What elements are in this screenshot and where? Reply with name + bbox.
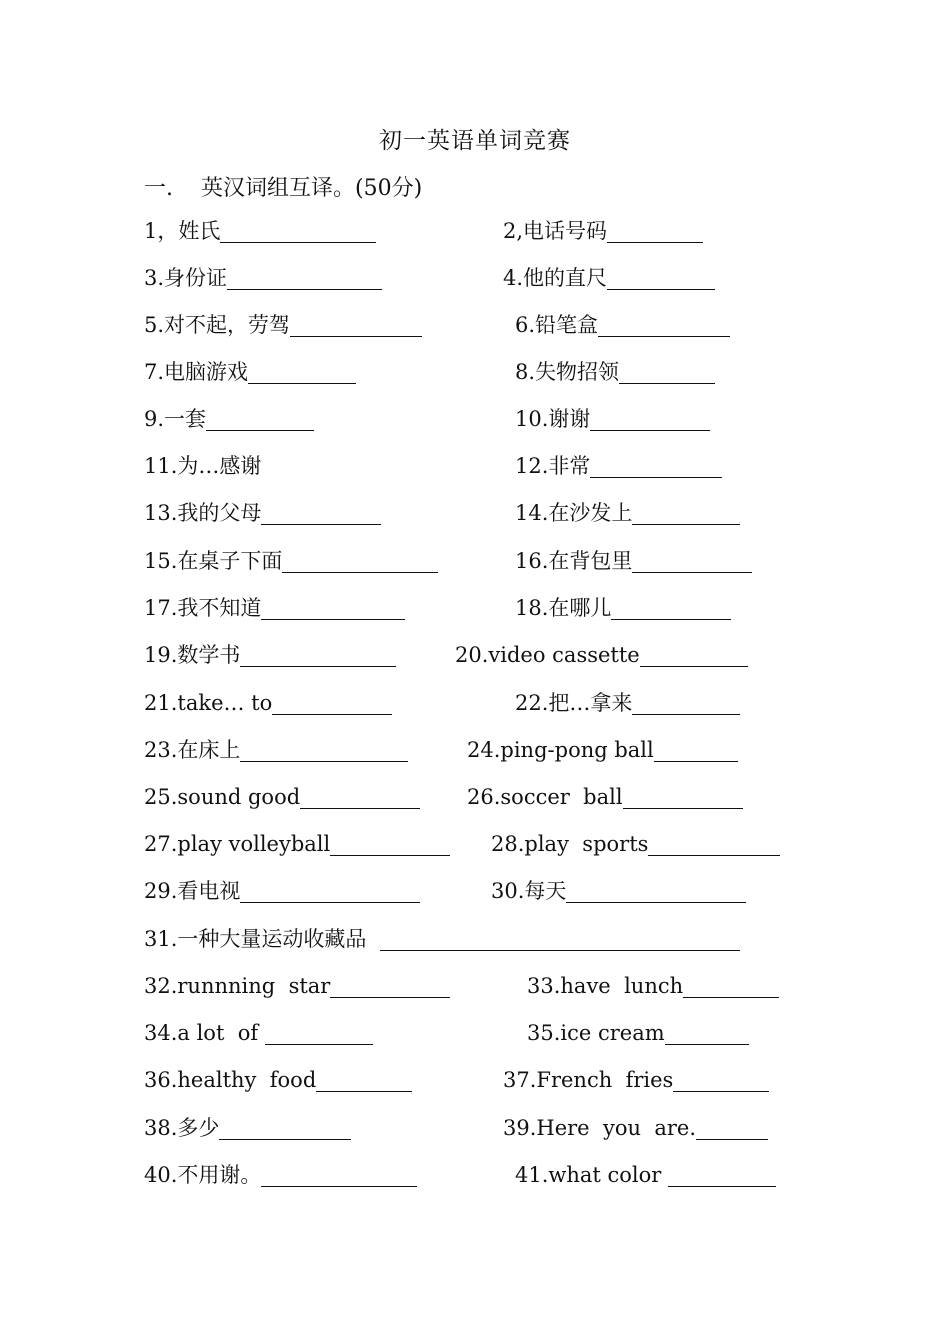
answer-blank[interactable] bbox=[590, 455, 722, 478]
section-heading bbox=[144, 171, 422, 202]
list-item: 20.video cassette bbox=[455, 640, 748, 670]
list-item: 29.看电视 bbox=[144, 876, 420, 906]
answer-blank[interactable] bbox=[240, 880, 420, 903]
list-item: 10.谢谢 bbox=[515, 404, 710, 434]
page-title: 初一英语单词竞赛 bbox=[379, 128, 571, 154]
list-item: 40.不用谢。 bbox=[144, 1160, 417, 1190]
answer-blank[interactable] bbox=[632, 502, 740, 525]
list-item: 5.对不起，劳驾 bbox=[144, 310, 422, 340]
answer-blank[interactable] bbox=[330, 975, 450, 998]
answer-blank[interactable] bbox=[227, 267, 382, 290]
answer-blank[interactable] bbox=[566, 880, 746, 903]
list-item: 35.ice cream bbox=[527, 1018, 749, 1048]
list-item: 7.电脑游戏 bbox=[144, 357, 356, 387]
list-item: 23.在床上 bbox=[144, 735, 408, 765]
list-item: 27.play volleyball bbox=[144, 829, 450, 859]
list-item: 17.我不知道 bbox=[144, 593, 405, 623]
answer-blank[interactable] bbox=[640, 644, 748, 667]
list-item: 13.我的父母 bbox=[144, 498, 381, 528]
answer-blank[interactable] bbox=[240, 644, 396, 667]
answer-blank[interactable] bbox=[248, 361, 356, 384]
list-item: 39.Here you are. bbox=[503, 1113, 768, 1143]
list-item: 2,电话号码 bbox=[503, 216, 703, 246]
answer-blank[interactable] bbox=[380, 928, 740, 951]
answer-blank[interactable] bbox=[261, 502, 381, 525]
list-item: 38.多少 bbox=[144, 1113, 351, 1143]
answer-blank[interactable] bbox=[696, 1117, 768, 1140]
answer-blank[interactable] bbox=[632, 692, 740, 715]
answer-blank[interactable] bbox=[607, 220, 703, 243]
answer-blank[interactable] bbox=[219, 1117, 351, 1140]
list-item: 16.在背包里 bbox=[515, 546, 752, 576]
answer-blank[interactable] bbox=[240, 739, 408, 762]
answer-blank[interactable] bbox=[683, 975, 779, 998]
answer-blank[interactable] bbox=[300, 786, 420, 809]
answer-blank[interactable] bbox=[206, 408, 314, 431]
answer-blank[interactable] bbox=[623, 786, 743, 809]
answer-blank[interactable] bbox=[265, 1022, 373, 1045]
answer-blank[interactable] bbox=[590, 408, 710, 431]
section-title: 英汉词组互译。(50分) bbox=[201, 176, 423, 201]
list-item: 19.数学书 bbox=[144, 640, 396, 670]
list-item: 26.soccer ball bbox=[467, 782, 743, 812]
list-item: 21.take… to bbox=[144, 688, 392, 718]
answer-blank[interactable] bbox=[619, 361, 715, 384]
list-item: 36.healthy food bbox=[144, 1065, 412, 1095]
list-item: 34.a lot of bbox=[144, 1018, 373, 1048]
list-item: 12.非常 bbox=[515, 451, 722, 481]
list-item: 15.在桌子下面 bbox=[144, 546, 438, 576]
section-number: 一. bbox=[144, 176, 173, 201]
list-item: 31.一种大量运动收藏品 bbox=[144, 924, 740, 954]
answer-blank[interactable] bbox=[316, 1069, 412, 1092]
answer-blank[interactable] bbox=[632, 550, 752, 573]
answer-blank[interactable] bbox=[611, 597, 731, 620]
list-item: 1，姓氏 bbox=[144, 216, 376, 246]
answer-blank[interactable] bbox=[261, 1164, 417, 1187]
answer-blank[interactable] bbox=[290, 314, 422, 337]
list-item: 4.他的直尺 bbox=[503, 263, 715, 293]
answer-blank[interactable] bbox=[261, 597, 405, 620]
list-item: 11.为…感谢 bbox=[144, 454, 262, 478]
list-item: 30.每天 bbox=[491, 876, 746, 906]
list-item: 9.一套 bbox=[144, 404, 314, 434]
answer-blank[interactable] bbox=[673, 1069, 769, 1092]
list-item: 28.play sports bbox=[491, 829, 780, 859]
list-item: 41.what color bbox=[515, 1160, 776, 1190]
answer-blank[interactable] bbox=[668, 1164, 776, 1187]
answer-blank[interactable] bbox=[654, 739, 738, 762]
list-item: 14.在沙发上 bbox=[515, 498, 740, 528]
answer-blank[interactable] bbox=[220, 220, 376, 243]
list-item: 18.在哪儿 bbox=[515, 593, 731, 623]
list-item: 8.失物招领 bbox=[515, 357, 715, 387]
list-item: 22.把…拿来 bbox=[515, 688, 740, 718]
list-item: 37.French fries bbox=[503, 1065, 769, 1095]
list-item: 25.sound good bbox=[144, 782, 420, 812]
list-item: 3.身份证 bbox=[144, 263, 382, 293]
answer-blank[interactable] bbox=[282, 550, 438, 573]
answer-blank[interactable] bbox=[598, 314, 730, 337]
list-item: 32.runnning star bbox=[144, 971, 450, 1001]
answer-blank[interactable] bbox=[648, 833, 780, 856]
answer-blank[interactable] bbox=[607, 267, 715, 290]
answer-blank[interactable] bbox=[272, 692, 392, 715]
list-item: 6.铅笔盒 bbox=[515, 310, 730, 340]
answer-blank[interactable] bbox=[330, 833, 450, 856]
list-item: 24.ping-pong ball bbox=[467, 735, 738, 765]
list-item: 33.have lunch bbox=[527, 971, 779, 1001]
answer-blank[interactable] bbox=[665, 1022, 749, 1045]
